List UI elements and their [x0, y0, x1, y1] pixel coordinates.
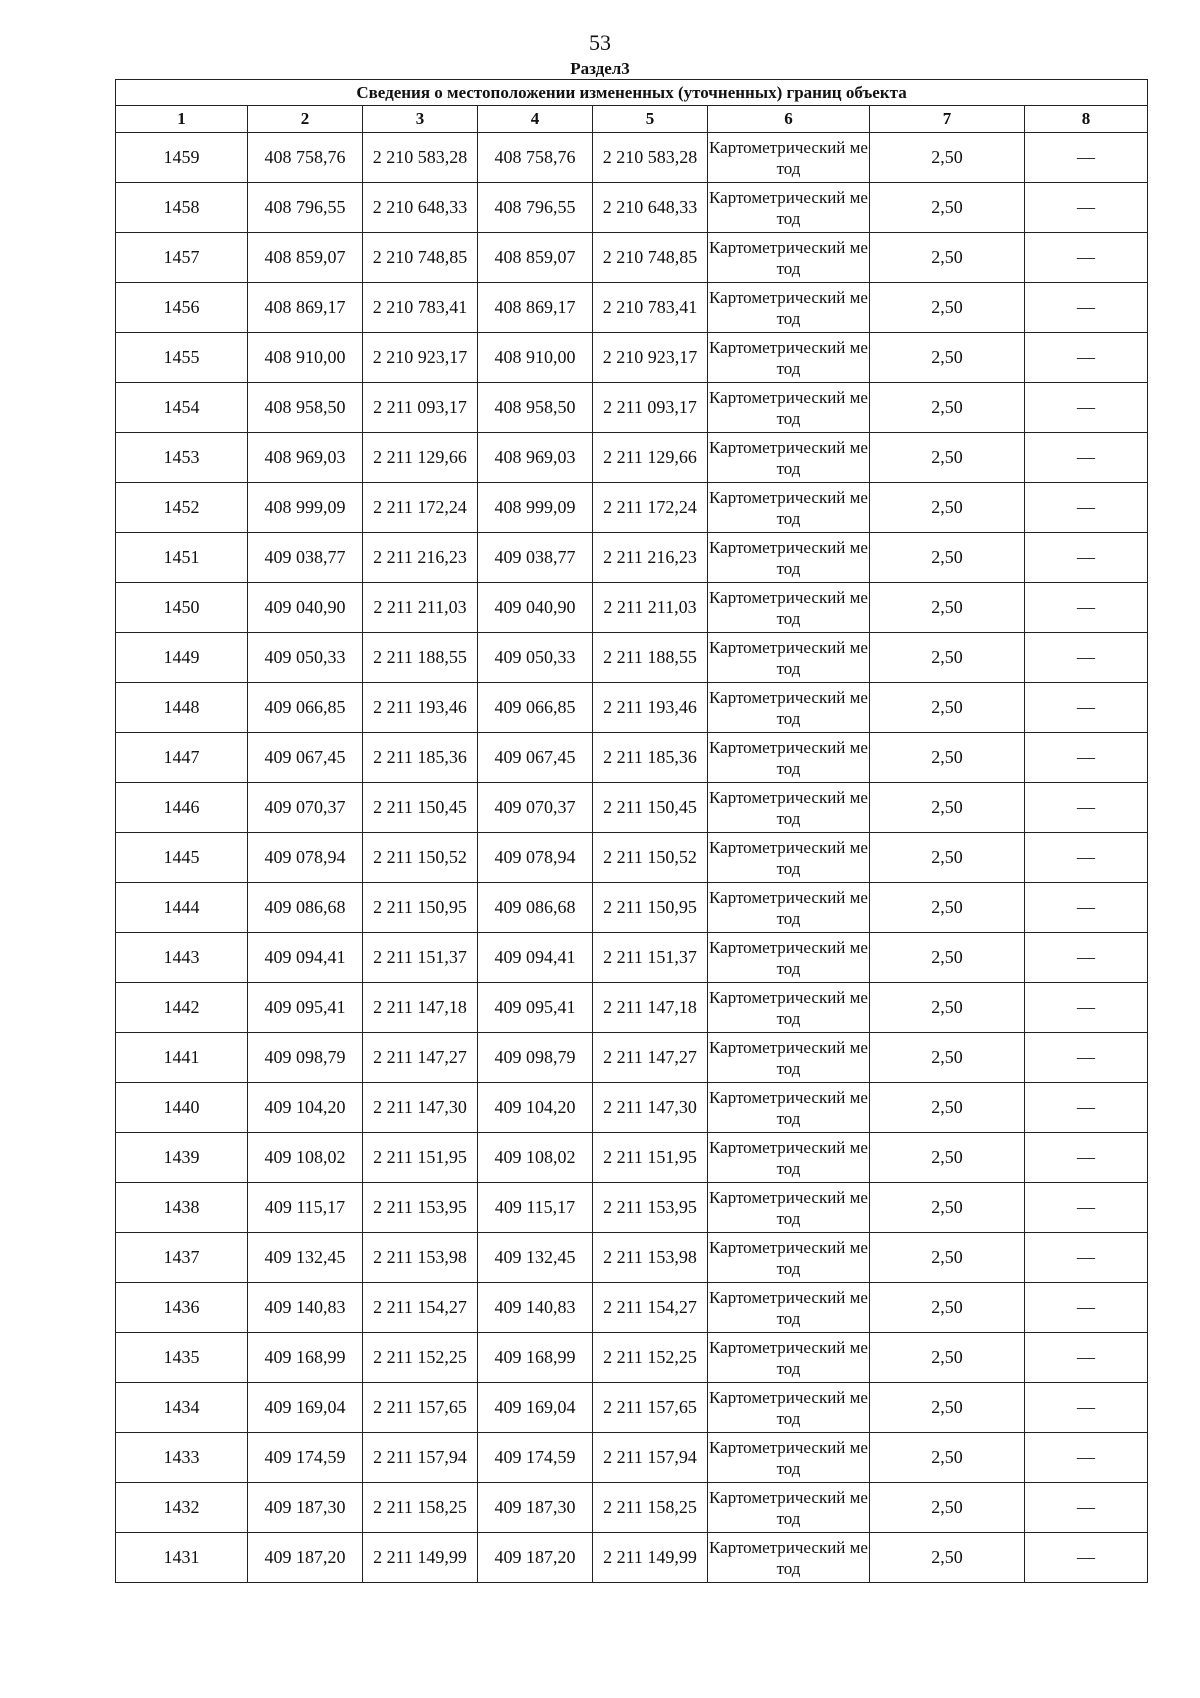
- method-cell: Картометрический метод: [708, 1333, 870, 1383]
- description-cell: —: [1025, 833, 1148, 883]
- y-new-cell: 2 211 188,55: [593, 633, 708, 683]
- x-new-cell: 408 969,03: [478, 433, 593, 483]
- method-cell: Картометрический метод: [708, 583, 870, 633]
- y-old-cell: 2 211 147,18: [363, 983, 478, 1033]
- table-row: [116, 733, 1148, 783]
- column-header: 3: [363, 106, 478, 133]
- x-old-cell: 408 796,55: [248, 183, 363, 233]
- point-number-cell: 1452: [116, 483, 248, 533]
- method-cell: Картометрический метод: [708, 183, 870, 233]
- method-cell: Картометрический метод: [708, 683, 870, 733]
- accuracy-cell: 2,50: [870, 633, 1025, 683]
- table-row: [116, 783, 1148, 833]
- point-number-cell: 1435: [116, 1333, 248, 1383]
- y-old-cell: 2 211 188,55: [363, 633, 478, 683]
- accuracy-cell: 2,50: [870, 1233, 1025, 1283]
- y-new-cell: 2 211 149,99: [593, 1533, 708, 1583]
- x-new-cell: 408 958,50: [478, 383, 593, 433]
- x-new-cell: 409 038,77: [478, 533, 593, 583]
- y-new-cell: 2 211 093,17: [593, 383, 708, 433]
- method-cell: Картометрический метод: [708, 1233, 870, 1283]
- description-cell: —: [1025, 733, 1148, 783]
- point-number-cell: 1450: [116, 583, 248, 633]
- accuracy-cell: 2,50: [870, 283, 1025, 333]
- method-cell: Картометрический метод: [708, 1133, 870, 1183]
- accuracy-cell: 2,50: [870, 1083, 1025, 1133]
- y-new-cell: 2 211 158,25: [593, 1483, 708, 1533]
- accuracy-cell: 2,50: [870, 433, 1025, 483]
- y-old-cell: 2 211 153,95: [363, 1183, 478, 1233]
- description-cell: —: [1025, 683, 1148, 733]
- y-old-cell: 2 211 093,17: [363, 383, 478, 433]
- point-number-cell: 1444: [116, 883, 248, 933]
- method-cell: Картометрический метод: [708, 133, 870, 183]
- accuracy-cell: 2,50: [870, 183, 1025, 233]
- accuracy-cell: 2,50: [870, 1033, 1025, 1083]
- description-cell: —: [1025, 433, 1148, 483]
- column-header: 2: [248, 106, 363, 133]
- column-header: 4: [478, 106, 593, 133]
- x-old-cell: 408 958,50: [248, 383, 363, 433]
- point-number-cell: 1438: [116, 1183, 248, 1233]
- description-cell: —: [1025, 783, 1148, 833]
- point-number-cell: 1439: [116, 1133, 248, 1183]
- description-cell: —: [1025, 283, 1148, 333]
- y-old-cell: 2 211 150,45: [363, 783, 478, 833]
- x-new-cell: 409 104,20: [478, 1083, 593, 1133]
- y-new-cell: 2 210 648,33: [593, 183, 708, 233]
- x-new-cell: 409 169,04: [478, 1383, 593, 1433]
- point-number-cell: 1440: [116, 1083, 248, 1133]
- x-new-cell: 408 869,17: [478, 283, 593, 333]
- y-old-cell: 2 211 147,27: [363, 1033, 478, 1083]
- y-new-cell: 2 211 147,27: [593, 1033, 708, 1083]
- table-row: [116, 133, 1148, 183]
- x-new-cell: 408 796,55: [478, 183, 593, 233]
- point-number-cell: 1451: [116, 533, 248, 583]
- x-new-cell: 409 187,20: [478, 1533, 593, 1583]
- y-old-cell: 2 211 216,23: [363, 533, 478, 583]
- x-old-cell: 409 078,94: [248, 833, 363, 883]
- y-new-cell: 2 211 185,36: [593, 733, 708, 783]
- accuracy-cell: 2,50: [870, 1533, 1025, 1583]
- y-old-cell: 2 211 157,94: [363, 1433, 478, 1483]
- x-new-cell: 409 108,02: [478, 1133, 593, 1183]
- method-cell: Картометрический метод: [708, 783, 870, 833]
- x-old-cell: 409 174,59: [248, 1433, 363, 1483]
- description-cell: —: [1025, 1183, 1148, 1233]
- y-new-cell: 2 210 748,85: [593, 233, 708, 283]
- y-new-cell: 2 211 151,37: [593, 933, 708, 983]
- table-row: [116, 333, 1148, 383]
- description-cell: —: [1025, 533, 1148, 583]
- accuracy-cell: 2,50: [870, 1283, 1025, 1333]
- description-cell: —: [1025, 383, 1148, 433]
- x-old-cell: 409 132,45: [248, 1233, 363, 1283]
- description-cell: —: [1025, 333, 1148, 383]
- x-new-cell: 409 050,33: [478, 633, 593, 683]
- point-number-cell: 1431: [116, 1533, 248, 1583]
- x-old-cell: 409 094,41: [248, 933, 363, 983]
- x-new-cell: 409 132,45: [478, 1233, 593, 1283]
- method-cell: Картометрический метод: [708, 233, 870, 283]
- x-new-cell: 409 168,99: [478, 1333, 593, 1383]
- x-old-cell: 409 187,30: [248, 1483, 363, 1533]
- accuracy-cell: 2,50: [870, 483, 1025, 533]
- table-row: [116, 1183, 1148, 1233]
- table-row: [116, 1383, 1148, 1433]
- y-new-cell: 2 211 211,03: [593, 583, 708, 633]
- description-cell: —: [1025, 633, 1148, 683]
- accuracy-cell: 2,50: [870, 933, 1025, 983]
- x-old-cell: 408 910,00: [248, 333, 363, 383]
- x-old-cell: 409 108,02: [248, 1133, 363, 1183]
- point-number-cell: 1432: [116, 1483, 248, 1533]
- point-number-cell: 1447: [116, 733, 248, 783]
- description-cell: —: [1025, 1383, 1148, 1433]
- method-cell: Картометрический метод: [708, 983, 870, 1033]
- column-header: 5: [593, 106, 708, 133]
- accuracy-cell: 2,50: [870, 883, 1025, 933]
- y-new-cell: 2 211 147,30: [593, 1083, 708, 1133]
- accuracy-cell: 2,50: [870, 533, 1025, 583]
- table-row: [116, 1533, 1148, 1583]
- table-title: Сведения о местоположении измененных (уточненных) границ объекта: [116, 80, 1148, 106]
- method-cell: Картометрический метод: [708, 383, 870, 433]
- table-row: [116, 283, 1148, 333]
- method-cell: Картометрический метод: [708, 433, 870, 483]
- x-old-cell: 409 169,04: [248, 1383, 363, 1433]
- x-new-cell: 409 086,68: [478, 883, 593, 933]
- method-cell: Картометрический метод: [708, 883, 870, 933]
- y-new-cell: 2 211 154,27: [593, 1283, 708, 1333]
- point-number-cell: 1434: [116, 1383, 248, 1433]
- point-number-cell: 1454: [116, 383, 248, 433]
- table-row: [116, 1283, 1148, 1333]
- method-cell: Картометрический метод: [708, 333, 870, 383]
- y-old-cell: 2 211 211,03: [363, 583, 478, 633]
- table-row: [116, 983, 1148, 1033]
- table-row: [116, 533, 1148, 583]
- point-number-cell: 1459: [116, 133, 248, 183]
- y-old-cell: 2 211 150,95: [363, 883, 478, 933]
- table-row: [116, 633, 1148, 683]
- x-old-cell: 409 140,83: [248, 1283, 363, 1333]
- y-new-cell: 2 211 153,95: [593, 1183, 708, 1233]
- accuracy-cell: 2,50: [870, 833, 1025, 883]
- table-row: [116, 483, 1148, 533]
- description-cell: —: [1025, 1283, 1148, 1333]
- x-new-cell: 409 067,45: [478, 733, 593, 783]
- table-row: [116, 433, 1148, 483]
- point-number-cell: 1458: [116, 183, 248, 233]
- page-number: 53: [589, 30, 611, 55]
- column-header: 6: [708, 106, 870, 133]
- description-cell: —: [1025, 1033, 1148, 1083]
- point-number-cell: 1448: [116, 683, 248, 733]
- x-old-cell: 409 187,20: [248, 1533, 363, 1583]
- method-cell: Картометрический метод: [708, 633, 870, 683]
- y-new-cell: 2 211 193,46: [593, 683, 708, 733]
- y-old-cell: 2 210 783,41: [363, 283, 478, 333]
- point-number-cell: 1446: [116, 783, 248, 833]
- accuracy-cell: 2,50: [870, 333, 1025, 383]
- method-cell: Картометрический метод: [708, 1483, 870, 1533]
- accuracy-cell: 2,50: [870, 1183, 1025, 1233]
- point-number-cell: 1445: [116, 833, 248, 883]
- description-cell: —: [1025, 483, 1148, 533]
- description-cell: —: [1025, 883, 1148, 933]
- table-row: [116, 1033, 1148, 1083]
- y-new-cell: 2 210 783,41: [593, 283, 708, 333]
- description-cell: —: [1025, 1483, 1148, 1533]
- method-cell: Картометрический метод: [708, 1533, 870, 1583]
- table-row: [116, 933, 1148, 983]
- accuracy-cell: 2,50: [870, 583, 1025, 633]
- x-old-cell: 409 050,33: [248, 633, 363, 683]
- method-cell: Картометрический метод: [708, 1383, 870, 1433]
- method-cell: Картометрический метод: [708, 933, 870, 983]
- y-old-cell: 2 211 193,46: [363, 683, 478, 733]
- x-new-cell: 409 098,79: [478, 1033, 593, 1083]
- y-old-cell: 2 211 153,98: [363, 1233, 478, 1283]
- y-old-cell: 2 210 923,17: [363, 333, 478, 383]
- table-body: [116, 133, 1148, 1583]
- x-new-cell: 409 115,17: [478, 1183, 593, 1233]
- method-cell: Картометрический метод: [708, 1433, 870, 1483]
- table-row: [116, 883, 1148, 933]
- accuracy-cell: 2,50: [870, 683, 1025, 733]
- point-number-cell: 1455: [116, 333, 248, 383]
- description-cell: —: [1025, 233, 1148, 283]
- accuracy-cell: 2,50: [870, 983, 1025, 1033]
- x-new-cell: 409 040,90: [478, 583, 593, 633]
- x-old-cell: 408 969,03: [248, 433, 363, 483]
- description-cell: —: [1025, 183, 1148, 233]
- y-new-cell: 2 211 172,24: [593, 483, 708, 533]
- y-old-cell: 2 211 147,30: [363, 1083, 478, 1133]
- x-old-cell: 409 104,20: [248, 1083, 363, 1133]
- y-old-cell: 2 211 150,52: [363, 833, 478, 883]
- method-cell: Картометрический метод: [708, 733, 870, 783]
- y-old-cell: 2 211 157,65: [363, 1383, 478, 1433]
- method-cell: Картометрический метод: [708, 1033, 870, 1083]
- description-cell: —: [1025, 1433, 1148, 1483]
- y-new-cell: 2 211 151,95: [593, 1133, 708, 1183]
- table-row: [116, 1483, 1148, 1533]
- y-new-cell: 2 211 147,18: [593, 983, 708, 1033]
- table-row: [116, 233, 1148, 283]
- point-number-cell: 1456: [116, 283, 248, 333]
- y-new-cell: 2 210 923,17: [593, 333, 708, 383]
- accuracy-cell: 2,50: [870, 1133, 1025, 1183]
- x-old-cell: 409 168,99: [248, 1333, 363, 1383]
- accuracy-cell: 2,50: [870, 233, 1025, 283]
- accuracy-cell: 2,50: [870, 1333, 1025, 1383]
- y-new-cell: 2 211 153,98: [593, 1233, 708, 1283]
- y-old-cell: 2 210 583,28: [363, 133, 478, 183]
- x-old-cell: 409 040,90: [248, 583, 363, 633]
- y-old-cell: 2 211 158,25: [363, 1483, 478, 1533]
- table-row: [116, 1433, 1148, 1483]
- x-new-cell: 409 174,59: [478, 1433, 593, 1483]
- table-row: [116, 833, 1148, 883]
- method-cell: Картометрический метод: [708, 533, 870, 583]
- accuracy-cell: 2,50: [870, 1483, 1025, 1533]
- y-new-cell: 2 211 216,23: [593, 533, 708, 583]
- y-old-cell: 2 211 129,66: [363, 433, 478, 483]
- x-new-cell: 409 140,83: [478, 1283, 593, 1333]
- description-cell: —: [1025, 1083, 1148, 1133]
- x-new-cell: 408 910,00: [478, 333, 593, 383]
- y-old-cell: 2 211 149,99: [363, 1533, 478, 1583]
- x-old-cell: 409 070,37: [248, 783, 363, 833]
- x-old-cell: 409 038,77: [248, 533, 363, 583]
- y-old-cell: 2 211 185,36: [363, 733, 478, 783]
- description-cell: —: [1025, 933, 1148, 983]
- y-new-cell: 2 211 150,45: [593, 783, 708, 833]
- description-cell: —: [1025, 1133, 1148, 1183]
- description-cell: —: [1025, 133, 1148, 183]
- point-number-cell: 1449: [116, 633, 248, 683]
- column-number-row: [116, 106, 1148, 133]
- y-new-cell: 2 211 157,94: [593, 1433, 708, 1483]
- y-new-cell: 2 211 129,66: [593, 433, 708, 483]
- table-row: [116, 383, 1148, 433]
- table-row: [116, 1233, 1148, 1283]
- accuracy-cell: 2,50: [870, 783, 1025, 833]
- point-number-cell: 1441: [116, 1033, 248, 1083]
- description-cell: —: [1025, 983, 1148, 1033]
- point-number-cell: 1442: [116, 983, 248, 1033]
- column-header: 8: [1025, 106, 1148, 133]
- method-cell: Картометрический метод: [708, 483, 870, 533]
- x-new-cell: 408 758,76: [478, 133, 593, 183]
- method-cell: Картометрический метод: [708, 1183, 870, 1233]
- x-old-cell: 409 066,85: [248, 683, 363, 733]
- x-old-cell: 408 758,76: [248, 133, 363, 183]
- y-new-cell: 2 211 150,52: [593, 833, 708, 883]
- method-cell: Картометрический метод: [708, 1283, 870, 1333]
- point-number-cell: 1443: [116, 933, 248, 983]
- x-new-cell: 409 066,85: [478, 683, 593, 733]
- x-old-cell: 409 115,17: [248, 1183, 363, 1233]
- description-cell: —: [1025, 1333, 1148, 1383]
- x-old-cell: 408 999,09: [248, 483, 363, 533]
- x-old-cell: 408 869,17: [248, 283, 363, 333]
- accuracy-cell: 2,50: [870, 1433, 1025, 1483]
- accuracy-cell: 2,50: [870, 133, 1025, 183]
- x-new-cell: 409 078,94: [478, 833, 593, 883]
- x-new-cell: 408 999,09: [478, 483, 593, 533]
- table-row: [116, 183, 1148, 233]
- method-cell: Картометрический метод: [708, 283, 870, 333]
- y-old-cell: 2 211 151,37: [363, 933, 478, 983]
- point-number-cell: 1437: [116, 1233, 248, 1283]
- accuracy-cell: 2,50: [870, 1383, 1025, 1433]
- method-cell: Картометрический метод: [708, 1083, 870, 1133]
- x-new-cell: 408 859,07: [478, 233, 593, 283]
- y-old-cell: 2 210 748,85: [363, 233, 478, 283]
- x-old-cell: 409 095,41: [248, 983, 363, 1033]
- y-old-cell: 2 210 648,33: [363, 183, 478, 233]
- column-header: 7: [870, 106, 1025, 133]
- boundary-coordinates-table: [115, 79, 1148, 1583]
- x-old-cell: 409 067,45: [248, 733, 363, 783]
- x-new-cell: 409 094,41: [478, 933, 593, 983]
- x-new-cell: 409 070,37: [478, 783, 593, 833]
- point-number-cell: 1453: [116, 433, 248, 483]
- y-old-cell: 2 211 152,25: [363, 1333, 478, 1383]
- table-row: [116, 1333, 1148, 1383]
- point-number-cell: 1433: [116, 1433, 248, 1483]
- section-title: Раздел3: [570, 59, 630, 78]
- method-cell: Картометрический метод: [708, 833, 870, 883]
- x-old-cell: 408 859,07: [248, 233, 363, 283]
- point-number-cell: 1457: [116, 233, 248, 283]
- description-cell: —: [1025, 1533, 1148, 1583]
- table-row: [116, 583, 1148, 633]
- x-old-cell: 409 098,79: [248, 1033, 363, 1083]
- y-new-cell: 2 210 583,28: [593, 133, 708, 183]
- x-new-cell: 409 095,41: [478, 983, 593, 1033]
- y-old-cell: 2 211 154,27: [363, 1283, 478, 1333]
- description-cell: —: [1025, 583, 1148, 633]
- y-new-cell: 2 211 157,65: [593, 1383, 708, 1433]
- y-new-cell: 2 211 150,95: [593, 883, 708, 933]
- y-old-cell: 2 211 151,95: [363, 1133, 478, 1183]
- column-header: 1: [116, 106, 248, 133]
- x-new-cell: 409 187,30: [478, 1483, 593, 1533]
- table-row: [116, 683, 1148, 733]
- table-row: [116, 1133, 1148, 1183]
- x-old-cell: 409 086,68: [248, 883, 363, 933]
- accuracy-cell: 2,50: [870, 733, 1025, 783]
- y-new-cell: 2 211 152,25: [593, 1333, 708, 1383]
- description-cell: —: [1025, 1233, 1148, 1283]
- point-number-cell: 1436: [116, 1283, 248, 1333]
- accuracy-cell: 2,50: [870, 383, 1025, 433]
- table-row: [116, 1083, 1148, 1133]
- y-old-cell: 2 211 172,24: [363, 483, 478, 533]
